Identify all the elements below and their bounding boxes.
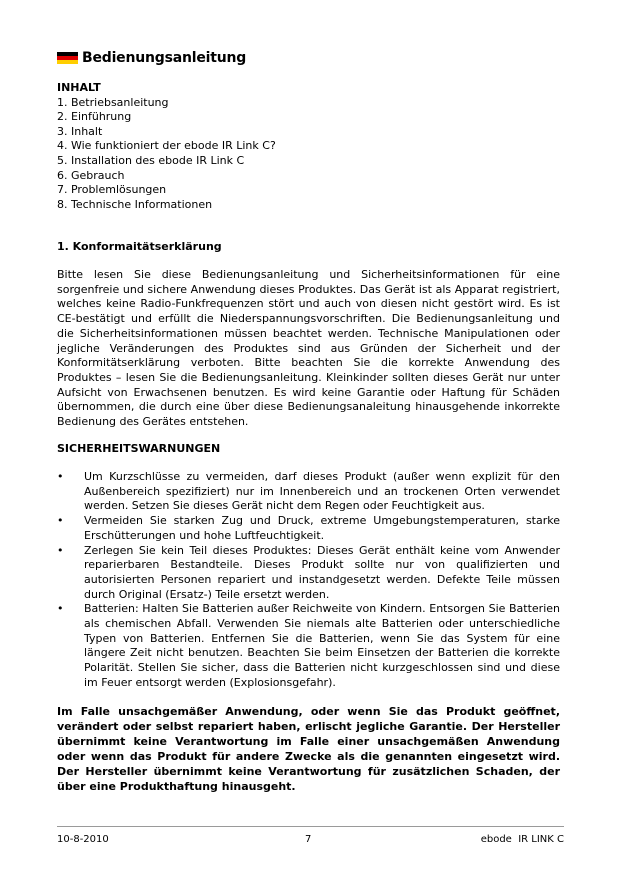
toc-item: 8. Technische Informationen (57, 197, 213, 211)
conformity-heading: 1. Konformaitätserklärung (57, 240, 222, 253)
warning-text: Vermeiden Sie starken Zug und Druck, extreme Umgebungstemperaturen, starke Erschütterungen und hohe Luftfeuchtigkeit. (84, 514, 560, 542)
warning-text: Um Kurzschlüsse zu vermeiden, darf dieses Produkt (außer wenn explizit für den Außenbereich spezifiziert) nur im Innenbereich und an trockenen Orten verwendet werden. Setzen Sie dieses Gerät nicht dem Regen oder Feuchtigkeit aus. (84, 470, 560, 513)
toc-item: 4. Wie funktioniert der ebode IR Link C? (57, 139, 276, 153)
safety-warnings-list (57, 470, 560, 691)
toc-item: 7. Problemlösungen (57, 183, 167, 197)
warning-text: Batterien: Halten Sie Batterien außer Reichweite von Kindern. Entsorgen Sie Batterien als chemischen Abfall. Verwenden Sie niemals alte Batterien oder unterschiedliche Typen von Batterien. Entfernen Sie die Batterien, wenn Sie das System für eine längere Zeit nicht benutzen. Beachten Sie beim Einsetzen der Batterien die korrekte Polarität. Stellen Sie sicher, dass die Batterien nicht kurzgeschlossen sind und diese im Feuer entsorgt werden (Explosionsgefahr). (84, 602, 560, 689)
warning-text: Zerlegen Sie kein Teil dieses Produktes: Dieses Gerät enthält keine vom Anwender reparierbaren Bestandteile. Dieses Produkt sollte nur von qualifizierten und autorisierten Personen repariert und instandgesetzt werden. Defekte Teile müssen durch Original (Ersatz-) Teile ersetzt werden. (84, 543, 560, 601)
german-flag-icon (57, 52, 78, 65)
conformity-paragraph: Bitte lesen Sie diese Bedienungsanleitung und Sicherheitsinformationen für eine sorgenfreie und sichere Anwendung dieses Produktes. Das Gerät ist als Apparat registriert, welches keine Radio-Funkfrequenzen stört und auch von diesen nicht gestört wird. Es ist CE-bestätigt und erfüllt die Niederspannungsvorschriften. Die Bedienungsanleitung und die Sicherheitsinformationen müssen beachtet werden. Technische Manipulationen oder jegliche Veränderungen des Produktes sind aus Gründen der Sicherheit und der Konformitätserklärung verboten. Bitte beachten Sie die korrekte Anwendung des Produktes – lesen Sie die Bedienungsanleitung. Kleinkinder sollten dieses Gerät nur unter Aufsicht von Erwachsenen benutzen. Es wird keine Garantie oder Haftung für Schäden übernommen, die durch eine über diese Bedienungsanaleitung hinausgehende inkorrekte Bedienung des Gerätes entstehen. (57, 268, 560, 429)
toc-item: 5. Installation des ebode IR Link C (57, 153, 245, 167)
bullet-icon: • (57, 543, 64, 557)
flag-stripe-gold (57, 60, 78, 64)
toc-item: 2. Einführung (57, 110, 132, 124)
toc-item: 6. Gebrauch (57, 168, 125, 182)
page-header (57, 49, 246, 67)
page-title: Bedienungsanleitung (82, 50, 247, 66)
bullet-icon: • (57, 514, 64, 528)
bullet-icon: • (57, 602, 64, 616)
toc-list (57, 96, 276, 213)
footer-page-number: 7 (305, 834, 312, 845)
footer-product-name: ebode IR LINK C (480, 834, 564, 845)
toc-heading: INHALT (57, 81, 101, 94)
footer-divider (57, 826, 564, 827)
list-item (57, 514, 560, 543)
bullet-icon: • (57, 470, 64, 483)
list-item (57, 544, 560, 603)
list-item (57, 470, 560, 514)
footer-date: 10-8-2010 (57, 834, 109, 845)
table-of-contents (57, 81, 276, 212)
warranty-disclaimer: Im Falle unsachgemäßer Anwendung, oder wenn Sie das Produkt geöffnet, verändert oder selbst repariert haben, erlischt jegliche Garantie. Der Hersteller übernimmt keine Verantwortung im Falle einer unsachgemäßen Anwendung oder wenn das Produkt für andere Zwecke als die genannten eingesetzt wird. Der Hersteller übernimmt keine Verantwortung für zusätzlichen Schaden, der über eine Produkthaftung hinausgeht. (57, 705, 560, 793)
safety-warnings-heading: SICHERHEITSWARNUNGEN (57, 442, 221, 455)
list-item (57, 602, 560, 690)
toc-item: 3. Inhalt (57, 124, 103, 138)
toc-item: 1. Betriebsanleitung (57, 95, 169, 109)
